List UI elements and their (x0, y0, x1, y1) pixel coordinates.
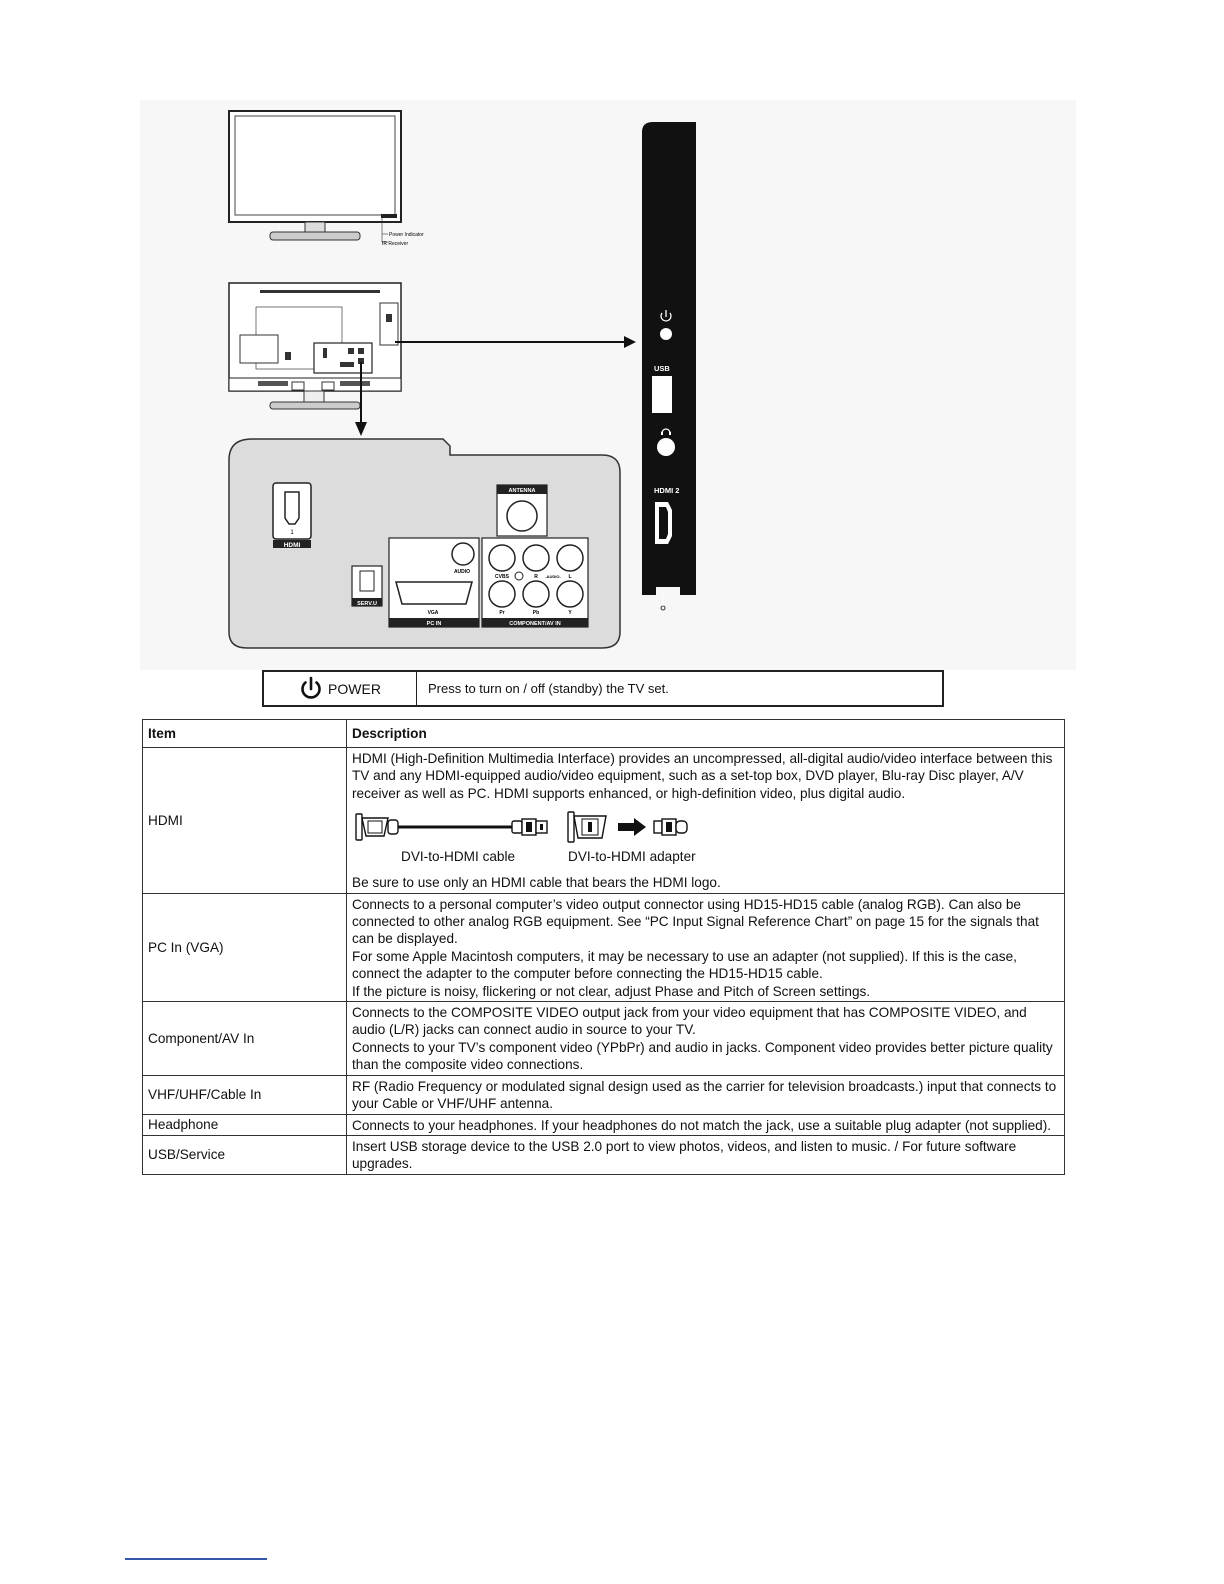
power-label: POWER (328, 680, 381, 697)
pb-label: Pb (532, 610, 540, 616)
cvbs-label: CVBS (495, 574, 509, 580)
usb-label: USB (654, 364, 670, 373)
power-indicator-callout: Power Indicator (389, 232, 424, 238)
table-row-vhf (143, 1075, 1065, 1114)
dvi-hdmi-cable-illustration (352, 808, 712, 848)
table-row-usb (143, 1135, 1065, 1174)
hdmi2-label: HDMI 2 (654, 486, 680, 495)
desc-usb: Insert USB storage device to the USB 2.0 port to view photos, videos, and listen to music. / For future software upgrades. (347, 1135, 1065, 1174)
desc-pc-in (347, 893, 1065, 1001)
rear-panel-detail (229, 439, 620, 648)
y-label: Y (568, 610, 572, 616)
table-row-component (143, 1002, 1065, 1076)
component-desc-2: Connects to your TV’s component video (YPbPr) and audio in jacks. Component video provides better picture quality than the composite video connections. (352, 1039, 1053, 1073)
audio-label: AUDIO (453, 569, 471, 575)
hdmi-desc-text: HDMI (High-Definition Multimedia Interface) provides an uncompressed, all-digital audio/video interface between this TV and any HDMI-equipped audio/video equipment, such as a set-top box, DVD player, Blu-ray Disc player, A/V receiver as well as PC. HDMI supports enhanced, or high-definition video, plus digital audio. (352, 751, 1053, 801)
pr-label: Pr (499, 610, 505, 616)
desc-hdmi (347, 748, 1065, 894)
tv-rear-illustration (229, 283, 636, 436)
pc-in-label: PC IN (426, 621, 442, 627)
item-pc-in: PC In (VGA) (143, 893, 347, 1001)
pc-desc-2: For some Apple Macintosh computers, it may be necessary to use an adapter (not supplied). If this is the case, connect the adapter to the computer before connecting the HD15-HD15 cable. (352, 948, 1017, 982)
item-headphone: Headphone (143, 1114, 347, 1135)
side-panel-illustration (642, 122, 696, 610)
l-label: L (568, 574, 572, 580)
hdmi1-number: 1 (290, 530, 294, 536)
servu-label: SERV.U (357, 601, 377, 607)
power-row (262, 670, 944, 707)
component-label: COMPONENT/AV IN (509, 621, 561, 627)
power-icon (299, 676, 323, 702)
footer-rule (125, 1558, 267, 1560)
adapter-caption: DVI-to-HDMI adapter (568, 849, 696, 865)
component-desc-1: Connects to the COMPOSITE VIDEO output jack from your video equipment that has COMPOSITE VIDEO, and audio (L/R) jacks can connect audio in source to your TV. (352, 1005, 1027, 1038)
connection-diagram (140, 100, 1076, 670)
header-item: Item (143, 720, 347, 748)
header-description: Description (347, 720, 1065, 748)
table-row-pc-in (143, 893, 1065, 1001)
pc-desc-3: If the picture is noisy, flickering or not clear, adjust Phase and Pitch of Screen settings. (352, 983, 871, 999)
item-usb: USB/Service (143, 1135, 347, 1174)
item-component: Component/AV In (143, 1002, 347, 1076)
power-cell (264, 672, 417, 705)
r-label: R (534, 574, 538, 580)
table-header-row (143, 720, 1065, 748)
pc-desc-1: Connects to a personal computer’s video output connector using HD15-HD15 cable (analog RGB). Can also be connected to other analog RGB equipment. See “PC Input Signal Reference Chart” on page 15 for the signals that can be displayed. (352, 896, 1039, 947)
table-row-headphone (143, 1114, 1065, 1135)
cable-caption: DVI-to-HDMI cable (401, 849, 516, 865)
diagram-svg (140, 100, 1076, 670)
table-row-hdmi (143, 748, 1065, 894)
audio-lr-label: -AUDIO- (545, 574, 561, 579)
connections-table (142, 719, 1065, 1175)
power-description: Press to turn on / off (standby) the TV set. (428, 681, 669, 696)
desc-component (347, 1002, 1065, 1076)
vga-label: VGA (427, 610, 439, 616)
tv-front-illustration (229, 111, 424, 247)
ir-receiver-callout: IR Receiver (382, 241, 409, 247)
desc-vhf: RF (Radio Frequency or modulated signal design used as the carrier for television broadcasts.) input that connects to your Cable or VHF/UHF antenna. (347, 1075, 1065, 1114)
hdmi-cable-figure (352, 808, 1059, 870)
desc-headphone: Connects to your headphones. If your headphones do not match the jack, use a suitable plug adapter (not supplied). (347, 1114, 1065, 1135)
hdmi-logo-note: Be sure to use only an HDMI cable that bears the HDMI logo. (352, 875, 721, 891)
item-vhf: VHF/UHF/Cable In (143, 1075, 347, 1114)
item-hdmi: HDMI (143, 748, 347, 894)
hdmi1-label: HDMI (283, 542, 301, 549)
antenna-label: ANTENNA (508, 488, 536, 494)
